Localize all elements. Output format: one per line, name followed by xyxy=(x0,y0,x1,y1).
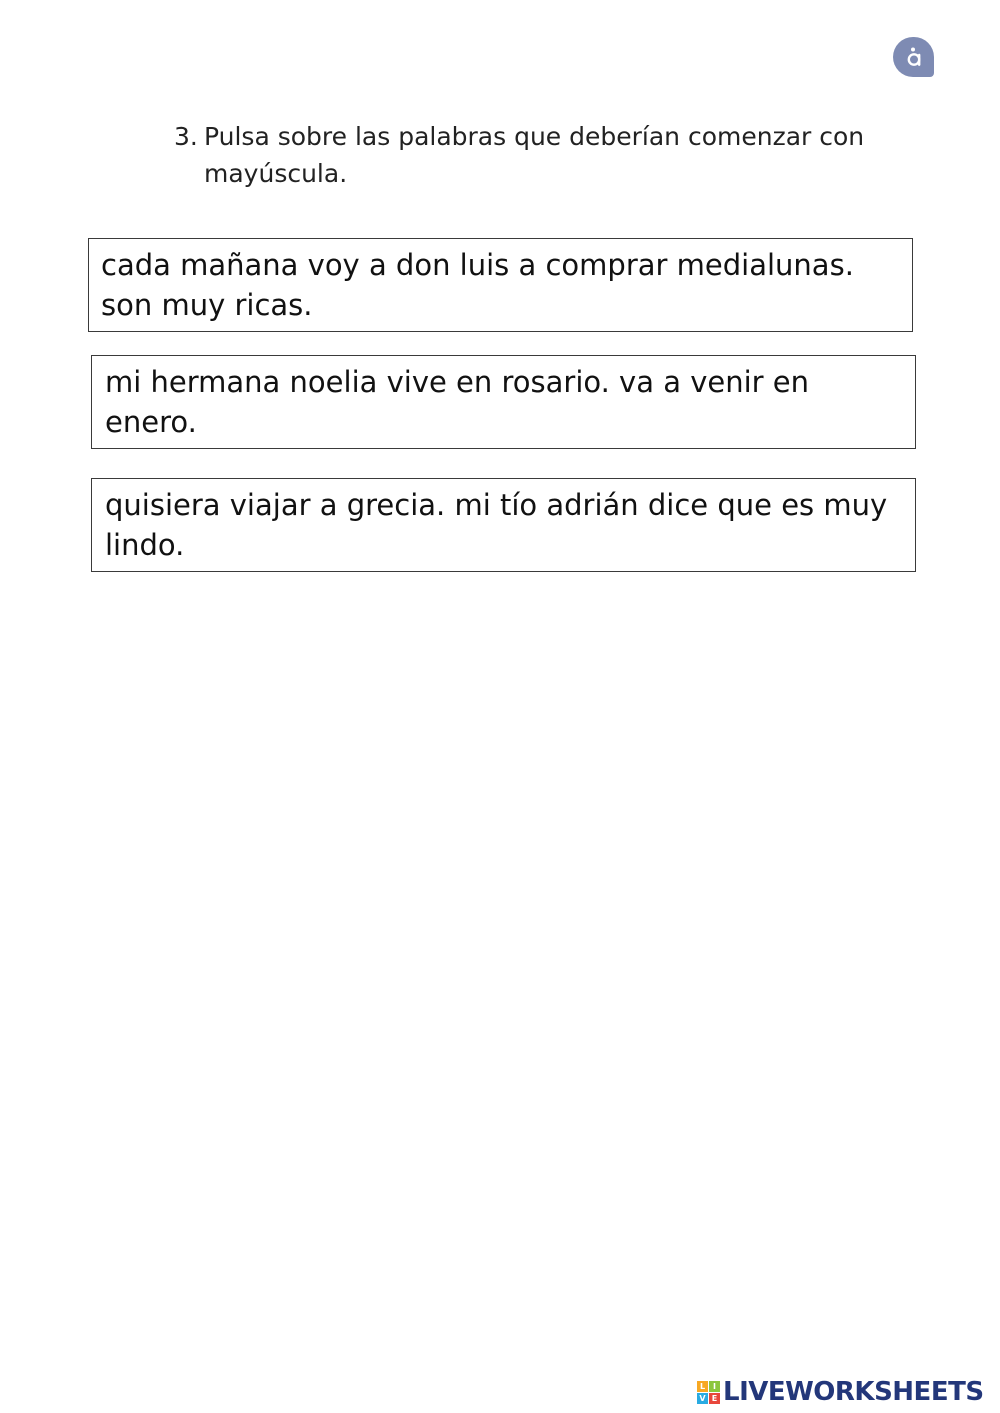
liveworksheets-logo xyxy=(697,1375,984,1409)
instruction xyxy=(174,118,874,192)
instruction-text: Pulsa sobre las palabras que deberían comenzar con mayúscula. xyxy=(204,122,865,188)
sentence-box-2[interactable]: mi hermana noelia vive en rosario. va a venir en enero. xyxy=(91,355,916,449)
logo-mark-letter-e: E xyxy=(709,1393,720,1404)
instruction-number: 3. xyxy=(174,122,198,151)
brand-name: LIVEWORKSHEETS xyxy=(723,1377,984,1407)
a-accent-icon xyxy=(903,45,925,69)
sentence-box-3[interactable]: quisiera viajar a grecia. mi tío adrián dice que es muy lindo. xyxy=(91,478,916,572)
logo-mark-letter-v: V xyxy=(697,1393,708,1404)
accessibility-badge[interactable] xyxy=(893,37,934,77)
logo-mark-letter-l: L xyxy=(697,1381,708,1392)
sentence-box-1[interactable]: cada mañana voy a don luis a comprar medialunas. son muy ricas. xyxy=(88,238,913,332)
logo-mark-icon xyxy=(697,1381,720,1404)
logo-mark-letter-i: I xyxy=(709,1381,720,1392)
